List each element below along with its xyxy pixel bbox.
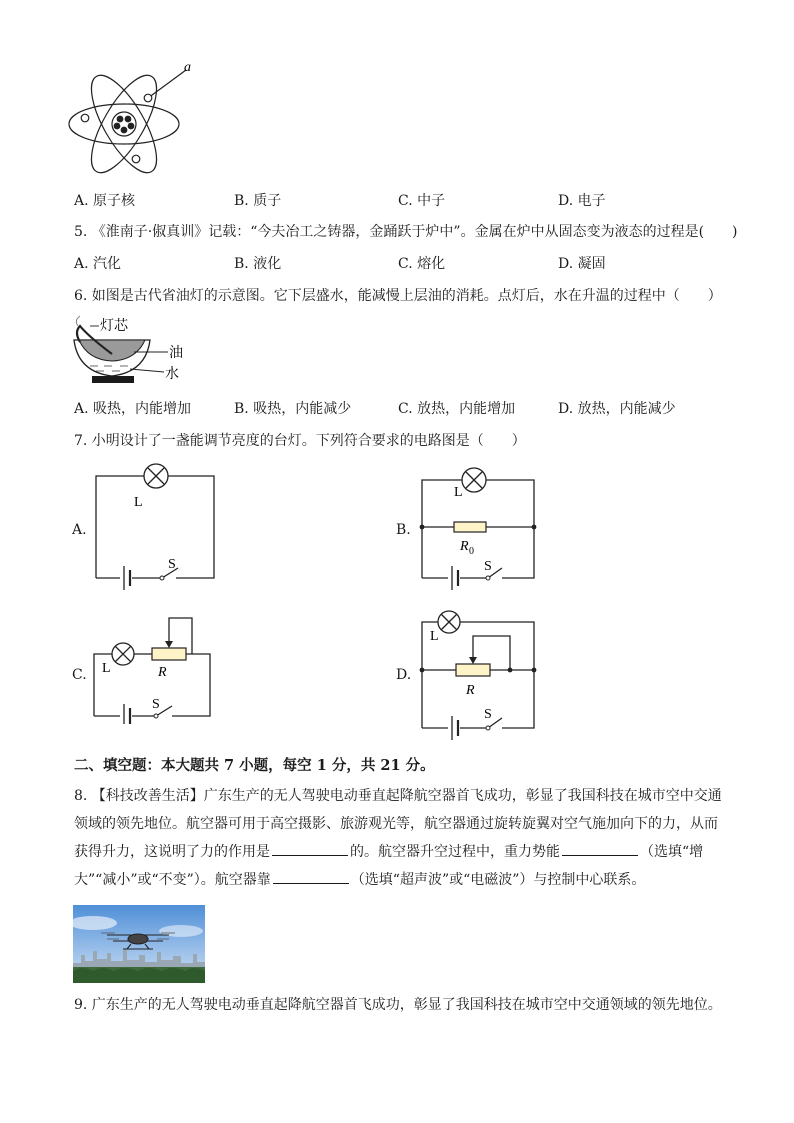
circuit-d-switch-label: S bbox=[484, 707, 492, 722]
q4-option-a[interactable]: A. 原子核 bbox=[74, 193, 136, 209]
q8-text-part4: （选填“超声波”或“电磁波”）与控制中心联系。 bbox=[350, 872, 646, 888]
lamp-label-wick: 灯芯 bbox=[100, 319, 128, 334]
q5-option-b[interactable]: B. 液化 bbox=[234, 256, 282, 272]
q5-stem: 5. 《淮南子·俶真训》记载：“今夫冶工之铸器，金踊跃于炉中”。金属在炉中从固态变为液态的过程是( ) bbox=[74, 224, 738, 240]
atom-diagram bbox=[66, 56, 196, 186]
q6-option-c[interactable]: C. 放热，内能增加 bbox=[398, 401, 516, 417]
oil-lamp-diagram bbox=[66, 314, 196, 392]
circuit-d-rheostat-label: R bbox=[466, 683, 475, 698]
circuit-d-label[interactable]: D. bbox=[396, 667, 412, 683]
q6-option-b[interactable]: B. 吸热，内能减少 bbox=[234, 401, 352, 417]
circuit-c-rheostat-label: R bbox=[158, 665, 167, 680]
circuit-c[interactable] bbox=[86, 612, 226, 724]
circuit-a-lamp-label: L bbox=[134, 495, 143, 510]
circuit-a-switch-label: S bbox=[168, 557, 176, 572]
q9-stem: 9. 广东生产的无人驾驶电动垂直起降航空器首飞成功，彰显了我国科技在城市空中交通领域的领先地位。 bbox=[74, 997, 722, 1013]
q6-stem: 6. 如图是古代省油灯的示意图。它下层盛水，能减慢上层油的消耗。点灯后，水在升温的过程中（ ） bbox=[74, 288, 722, 304]
circuit-a-label[interactable]: A. bbox=[72, 522, 87, 538]
q4-option-c[interactable]: C. 中子 bbox=[398, 193, 446, 209]
q4-option-d[interactable]: D. 电子 bbox=[558, 193, 606, 209]
circuit-b-r0-subscript: 0 bbox=[469, 546, 474, 557]
circuit-b-r0-label: R bbox=[460, 539, 469, 554]
circuit-b-lamp-label: L bbox=[454, 485, 463, 500]
q8-text-part3: （选填“增大”“减小”或“不变”）。航空器靠 bbox=[74, 844, 704, 888]
q8-paragraph bbox=[74, 782, 724, 894]
q6-option-a[interactable]: A. 吸热，内能增加 bbox=[74, 401, 192, 417]
q4-option-b[interactable]: B. 质子 bbox=[234, 193, 282, 209]
lamp-label-oil: 油 bbox=[169, 346, 183, 361]
circuit-c-switch-label: S bbox=[152, 697, 160, 712]
lamp-label-water: 水 bbox=[165, 367, 179, 382]
circuit-b-label[interactable]: B. bbox=[396, 522, 411, 538]
q8-blank-2[interactable] bbox=[562, 841, 638, 856]
circuit-a[interactable] bbox=[86, 460, 226, 594]
q8-blank-3[interactable] bbox=[273, 869, 349, 884]
atom-label-a: a bbox=[184, 60, 191, 75]
circuit-b[interactable] bbox=[410, 460, 550, 594]
section-2-title: 二、填空题：本大题共 7 小题，每空 1 分，共 21 分。 bbox=[74, 757, 435, 774]
q5-option-c[interactable]: C. 熔化 bbox=[398, 256, 446, 272]
circuit-d[interactable] bbox=[410, 604, 550, 740]
q6-option-d[interactable]: D. 放热，内能减少 bbox=[558, 401, 676, 417]
circuit-d-lamp-label: L bbox=[430, 629, 439, 644]
q8-text-part1: 8. 【科技改善生活】广东生产的无人驾驶电动垂直起降航空器首飞成功，彰显了我国科技在城市空中交通领域的领先地位。航空器可用于高空摄影、旅游观光等，航空器通过旋转旋翼对空气施加向下的力，从而获得升力，这说明了力的作用是 bbox=[74, 788, 722, 860]
circuit-b-switch-label: S bbox=[484, 559, 492, 574]
q8-text-part2: 的。航空器升空过程中，重力势能 bbox=[350, 844, 560, 860]
q7-stem: 7. 小明设计了一盏能调节亮度的台灯。下列符合要求的电路图是（ ） bbox=[74, 433, 526, 449]
circuit-c-label[interactable]: C. bbox=[72, 667, 87, 683]
q5-option-d[interactable]: D. 凝固 bbox=[558, 256, 606, 272]
circuit-c-lamp-label: L bbox=[102, 661, 111, 676]
q5-option-a[interactable]: A. 汽化 bbox=[74, 256, 122, 272]
q8-blank-1[interactable] bbox=[272, 841, 348, 856]
aircraft-photo bbox=[73, 905, 205, 983]
